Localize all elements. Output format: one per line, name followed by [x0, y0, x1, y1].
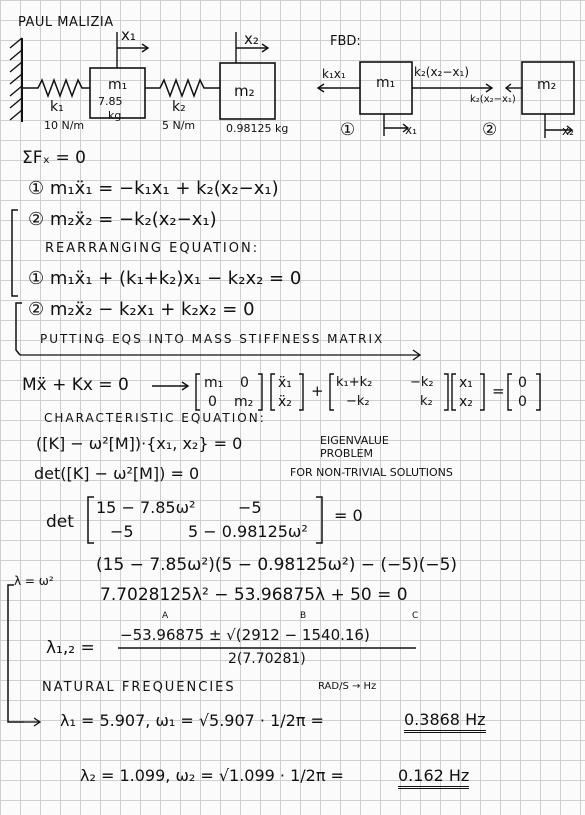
K12: −k₂ — [410, 375, 434, 390]
eigen-line: ([K] − ω²[M])·{x₁, x₂} = 0 — [36, 434, 243, 453]
plus-sign: + — [311, 382, 324, 400]
eigen-note: EIGENVALUE PROBLEM — [320, 434, 389, 461]
rad-to-hz-note: RAD/S → Hz — [318, 681, 377, 692]
natural-frequencies-heading: NATURAL FREQUENCIES — [42, 680, 236, 695]
lambda-definition: λ = ω² — [14, 574, 54, 588]
z2: 0 — [518, 394, 527, 410]
putting-heading: PUTTING EQS INTO MASS STIFFNESS MATRIX — [40, 332, 385, 346]
label-x1: x₁ — [121, 26, 136, 44]
quad-label-a: A — [162, 611, 169, 621]
det-a11: 15 − 7.85ω² — [96, 498, 196, 517]
label-k2: k₂ — [172, 99, 186, 115]
label-m1: m₁ — [108, 77, 128, 93]
fbd-left-force: k₁x₁ — [322, 67, 346, 81]
author-name: PAUL MALIZIA — [18, 15, 114, 30]
label-m1-unit: kg — [108, 109, 122, 122]
label-x2: x₂ — [244, 30, 259, 48]
quad-label-b: B — [300, 611, 307, 621]
label-k2-value: 5 N/m — [162, 119, 196, 132]
K21: −k₂ — [346, 394, 370, 409]
label-k1-value: 10 N/m — [44, 119, 85, 132]
equation-2: ② m₂ẍ₂ = −k₂(x₂−x₁) — [28, 209, 217, 230]
xdd2: ẍ₂ — [278, 394, 292, 410]
matrix-equation: Mẍ + Kx = 0 — [22, 375, 129, 395]
M21: 0 — [208, 394, 217, 410]
fbd-m2-force: k₂(x₂−x₁) — [470, 94, 516, 105]
solution-1: λ₁ = 5.907, ω₁ = √5.907 · 1/2π = — [60, 711, 324, 730]
M12: 0 — [240, 375, 249, 391]
quadratic-equation: 7.7028125λ² − 53.96875λ + 50 = 0 — [100, 585, 408, 605]
det-prefix: det — [46, 512, 74, 532]
quad-label-c: C — [412, 611, 419, 621]
fbd-title: FBD: — [330, 34, 361, 49]
solution-2: λ₂ = 1.099, ω₂ = √1.099 · 1/2π = — [80, 766, 344, 785]
M22: m₂ — [234, 394, 254, 410]
det-eq-zero: = 0 — [334, 506, 363, 525]
K11: k₁+k₂ — [336, 375, 373, 390]
lambda-bracket — [8, 585, 24, 722]
fbd-m2-label: m₂ — [537, 77, 557, 93]
fbd-right-force: k₂(x₂−x₁) — [414, 65, 470, 79]
M11: m₁ — [204, 375, 224, 391]
fbd-x2: x₂ — [562, 124, 574, 138]
label-m2-value: 0.98125 kg — [226, 122, 289, 135]
K22: k₂ — [420, 394, 433, 409]
rearranged-eq-1: ① m₁ẍ₁ + (k₁+k₂)x₁ − k₂x₂ = 0 — [28, 268, 302, 289]
label-k1: k₁ — [50, 99, 64, 115]
fbd-circle-2: ② — [482, 120, 498, 140]
lambda-denominator: 2(7.70281) — [228, 651, 306, 667]
x1: x₁ — [459, 375, 473, 391]
wall-hatch — [10, 38, 22, 120]
det-a12: −5 — [238, 498, 262, 517]
equation-1: ① m₁ẍ₁ = −k₁x₁ + k₂(x₂−x₁) — [28, 178, 279, 199]
x2: x₂ — [459, 394, 473, 410]
answer-2: 0.162 Hz — [398, 768, 469, 789]
system-bracket — [12, 210, 18, 296]
equals-sign: = — [492, 382, 505, 400]
xdd1: ẍ₁ — [278, 375, 292, 391]
characteristic-heading: CHARACTERISTIC EQUATION: — [44, 411, 266, 425]
spring-k2 — [145, 80, 220, 96]
sum-forces: ΣFₓ = 0 — [22, 148, 86, 168]
label-m2: m₂ — [234, 82, 255, 100]
lambda-12-label: λ₁,₂ = — [46, 638, 95, 658]
det-a21: −5 — [110, 522, 134, 541]
z1: 0 — [518, 375, 527, 391]
rearranged-eq-2: ② m₂ẍ₂ − k₂x₁ + k₂x₂ = 0 — [28, 299, 255, 320]
expanded-determinant: (15 − 7.85ω²)(5 − 0.98125ω²) − (−5)(−5) — [96, 555, 458, 575]
answer-1: 0.3868 Hz — [404, 712, 486, 733]
lambda-numerator: −53.96875 ± √(2912 − 1540.16) — [120, 626, 370, 644]
spring-k1 — [22, 80, 90, 96]
fbd-m1-label: m₁ — [376, 75, 396, 91]
rearranging-heading: REARRANGING EQUATION: — [45, 241, 260, 256]
fbd-circle-1: ① — [340, 120, 356, 140]
det-line: det([K] − ω²[M]) = 0 — [34, 464, 200, 483]
det-a22: 5 − 0.98125ω² — [188, 522, 308, 541]
fbd-x1: x₁ — [405, 123, 417, 137]
nontrivial-note: FOR NON-TRIVIAL SOLUTIONS — [290, 466, 453, 479]
label-m1-value: 7.85 — [98, 95, 123, 108]
